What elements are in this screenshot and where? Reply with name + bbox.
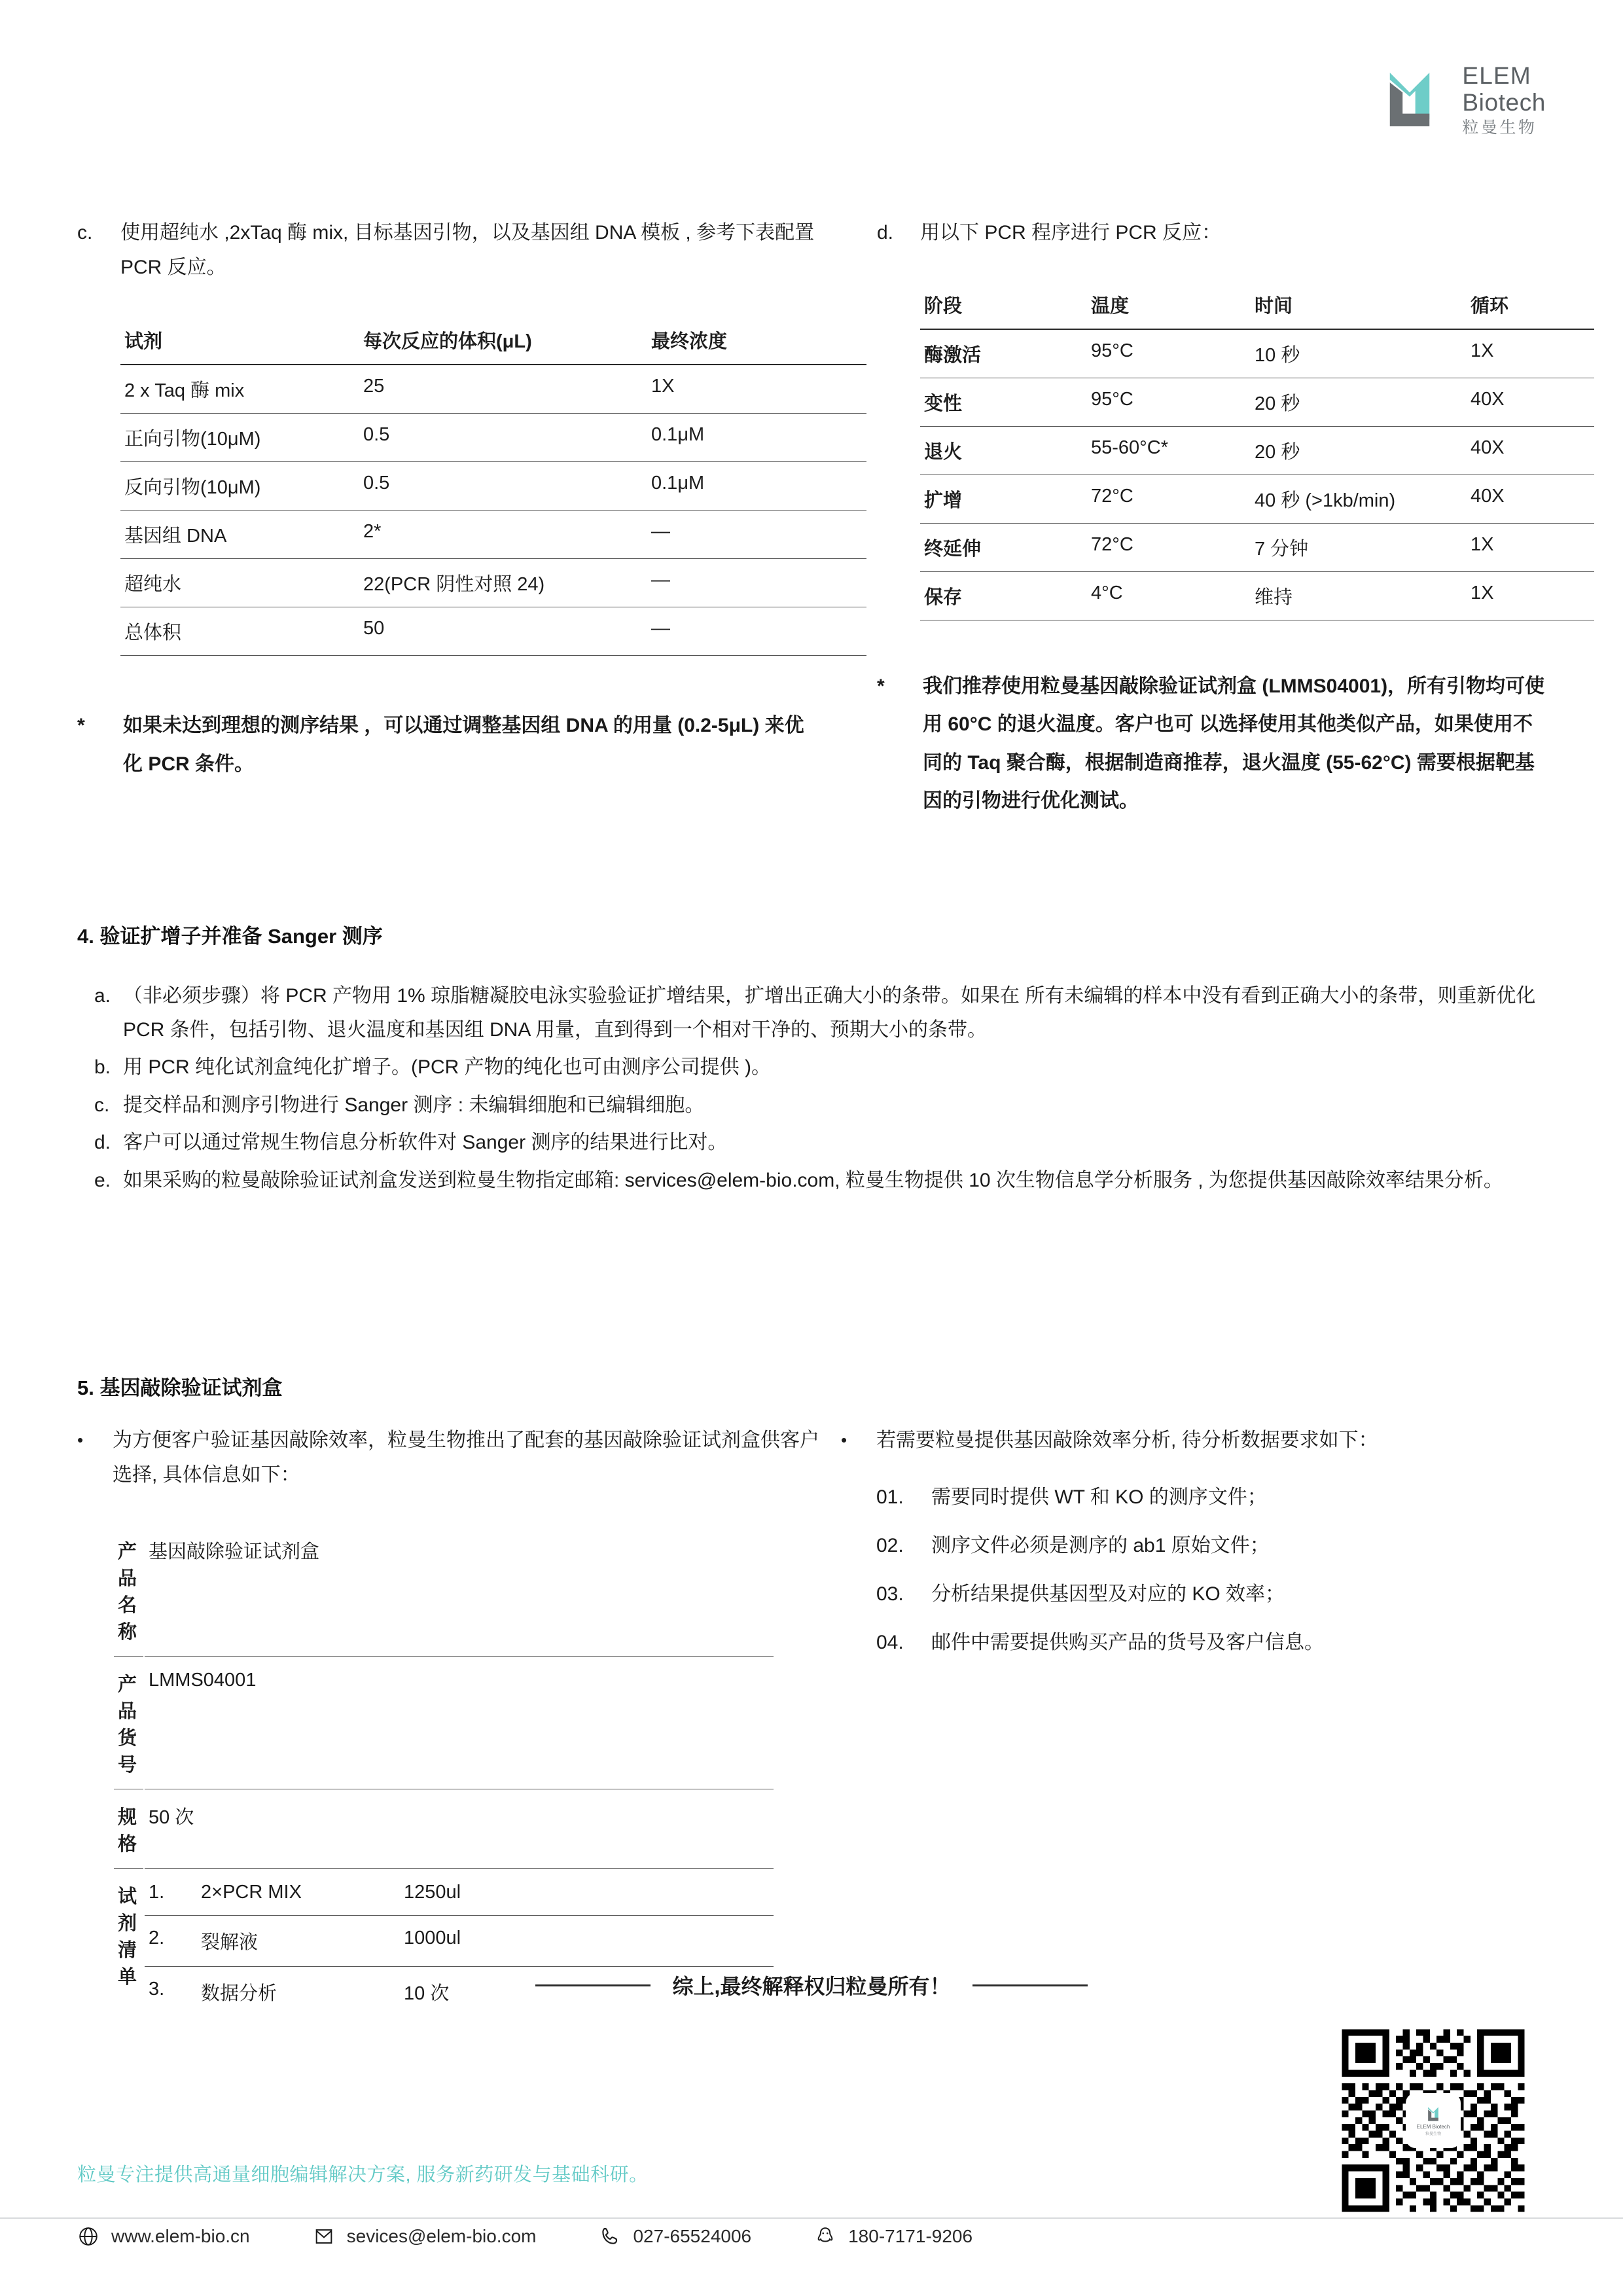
list-item xyxy=(77,1050,1546,1085)
globe-icon xyxy=(77,2225,99,2248)
cell-volume: 2* xyxy=(359,511,647,559)
step-item-d xyxy=(877,216,1551,251)
left-column xyxy=(77,216,823,783)
requirement-number: 03. xyxy=(876,1583,904,1605)
list-text: 客户可以通过常规生物信息分析软件对 Sanger 测序的结果进行比对。 xyxy=(123,1132,728,1154)
mobile-text: 180-7171-9206 xyxy=(848,2226,973,2246)
footer-contacts xyxy=(77,2225,1035,2248)
table-row xyxy=(114,1658,774,1789)
list-text: （非必须步骤）将 PCR 产物用 1% 琼脂糖凝胶电泳实验验证扩增结果，扩增出正确大小的条带。如果在 所有未编辑的样本中没有看到正确大小的条带，则重新优化 PCR 条件，包括引物、退火温度和基因组 DNA 用量，直到得到一个相对干净的、预期大小的条带。 xyxy=(123,985,1536,1041)
section-4-heading: 4. 验证扩增子并准备 Sanger 测序 xyxy=(77,925,383,948)
list-text: 如果采购的粒曼敲除验证试剂盒发送到粒曼生物指定邮箱: services@elem-bio.com, 粒曼生物提供 10 次生物信息学分析服务 , 为您提供基因敲除效率结果分析。 xyxy=(123,1169,1503,1191)
analysis-intro-bullet xyxy=(841,1424,1548,1458)
qr-badge-line1: ELEM Biotech xyxy=(1416,2124,1450,2130)
cell-time: 20 秒 xyxy=(1251,426,1467,475)
section-5-heading: 5. 基因敲除验证试剂盒 xyxy=(77,1376,283,1399)
step-text-d: 用以下 PCR 程序进行 PCR 反应： xyxy=(920,222,1222,243)
contact-phone[interactable] xyxy=(599,2225,751,2248)
table-header-row xyxy=(920,282,1594,329)
footer-divider xyxy=(0,2217,1623,2219)
section-4-list xyxy=(77,979,1546,1198)
list-marker: a. xyxy=(94,985,111,1007)
cell-time: 维持 xyxy=(1251,571,1467,620)
cell-temperature: 72°C xyxy=(1087,523,1251,571)
email-text: sevices@elem-bio.com xyxy=(346,2226,537,2246)
cell-key: 试剂清单 xyxy=(118,1886,137,1988)
table-row xyxy=(920,426,1594,475)
contact-email[interactable] xyxy=(313,2225,537,2248)
table-row xyxy=(120,511,866,559)
footnote-text: 如果未达到理想的测序结果 ，可以通过调整基因组 DNA 的用量 (0.2-5μL) 来优化 PCR 条件。 xyxy=(123,715,804,775)
cell-time: 10 秒 xyxy=(1251,329,1467,378)
cell-cycles: 1X xyxy=(1467,571,1594,620)
cell-concentration: 1X xyxy=(647,365,866,414)
website-text: www.elem-bio.cn xyxy=(111,2226,250,2246)
list-item xyxy=(876,1530,1548,1562)
reagent-amount: 1000ul xyxy=(404,1928,461,1948)
step-marker-c: c. xyxy=(77,222,93,243)
pcr-cycling-table xyxy=(920,282,1594,620)
cell-stage: 变性 xyxy=(920,378,1087,426)
col-header-stage: 阶段 xyxy=(920,282,1087,329)
cell-value: LMMS04001 xyxy=(145,1658,774,1789)
list-item xyxy=(77,1126,1546,1160)
section-4 xyxy=(77,920,1546,1202)
cell-concentration: 0.1μM xyxy=(647,462,866,511)
cell-cycles: 40X xyxy=(1467,475,1594,523)
cell-stage: 酶激活 xyxy=(920,329,1087,378)
reagent-name: 2×PCR MIX xyxy=(201,1882,302,1903)
cell-key: 规格 xyxy=(114,1791,143,1869)
bullet-dot: • xyxy=(841,1430,847,1450)
list-item xyxy=(77,1164,1546,1198)
cell-concentration: — xyxy=(647,511,866,559)
col-header-concentration: 最终浓度 xyxy=(647,317,866,365)
table-row xyxy=(920,329,1594,378)
requirement-text: 需要同时提供 WT 和 KO 的测序文件； xyxy=(931,1486,1267,1508)
list-item xyxy=(77,979,1546,1047)
wechat-qr-code xyxy=(1335,2022,1531,2219)
right-column xyxy=(877,216,1551,821)
col-header-reagent: 试剂 xyxy=(120,317,359,365)
cell-concentration: — xyxy=(647,607,866,656)
table-row xyxy=(120,607,866,656)
pcr-reaction-table xyxy=(120,317,866,656)
list-text: 用 PCR 纯化试剂盒纯化扩增子。(PCR 产物的纯化也可由测序公司提供 )。 xyxy=(123,1056,771,1079)
list-text: 提交样品和测序引物进行 Sanger 测序 : 未编辑细胞和已编辑细胞。 xyxy=(123,1094,705,1116)
cell-concentration: 0.1μM xyxy=(647,414,866,462)
closing-text: 综上,最终解释权归粒曼所有！ xyxy=(672,1975,951,1998)
cell-cycles: 1X xyxy=(1467,523,1594,571)
divider-right xyxy=(972,1984,1088,1986)
table-row xyxy=(114,1525,774,1657)
cell-time: 7 分钟 xyxy=(1251,523,1467,571)
elem-logo-mark xyxy=(1374,64,1445,135)
list-item xyxy=(876,1627,1548,1659)
cell-key: 产品货号 xyxy=(114,1658,143,1789)
list-marker: c. xyxy=(94,1094,110,1116)
cell-volume: 22(PCR 阴性对照 24) xyxy=(359,559,647,607)
cell-temperature: 72°C xyxy=(1087,475,1251,523)
contact-website[interactable] xyxy=(77,2225,250,2248)
table-row xyxy=(920,475,1594,523)
cell-temperature: 95°C xyxy=(1087,378,1251,426)
step-text-c: 使用超纯水 ,2xTaq 酶 mix, 目标基因引物，以及基因组 DNA 模板 , 参考下表配置 PCR 反应。 xyxy=(120,222,815,278)
cell-key: 产品名称 xyxy=(114,1525,143,1657)
section-5-right xyxy=(841,1424,1548,1676)
section-5 xyxy=(77,1371,1546,1401)
list-item xyxy=(876,1482,1548,1513)
closing-statement xyxy=(0,1970,1623,2000)
divider-left xyxy=(535,1984,651,1986)
reagent-number: 1. xyxy=(149,1882,165,1903)
requirement-text: 分析结果提供基因型及对应的 KO 效率； xyxy=(931,1583,1285,1605)
list-marker: d. xyxy=(94,1132,111,1154)
bullet-dot: • xyxy=(77,1430,84,1450)
col-header-time: 时间 xyxy=(1251,282,1467,329)
cell-value: 50 次 xyxy=(145,1791,774,1869)
table-row xyxy=(120,559,866,607)
reagent-name: 裂解液 xyxy=(201,1932,259,1953)
cell-time: 20 秒 xyxy=(1251,378,1467,426)
logo-name-line1: ELEM xyxy=(1462,62,1531,89)
requirements-list xyxy=(876,1482,1548,1659)
contact-mobile[interactable] xyxy=(814,2225,972,2248)
qr-center-logo xyxy=(1408,2095,1459,2146)
logo-name-line2: Biotech xyxy=(1462,89,1546,117)
cell-volume: 25 xyxy=(359,365,647,414)
cell-reagent: 总体积 xyxy=(120,607,359,656)
cell-volume: 0.5 xyxy=(359,462,647,511)
cell-reagent: 2 x Taq 酶 mix xyxy=(120,365,359,414)
company-logo xyxy=(1374,62,1546,137)
cell-volume: 50 xyxy=(359,607,647,656)
requirement-number: 04. xyxy=(876,1631,904,1653)
table-row xyxy=(920,523,1594,571)
cell-cycles: 1X xyxy=(1467,329,1594,378)
section-5-left xyxy=(77,1424,823,2018)
cell-reagent: 正向引物(10μM) xyxy=(120,414,359,462)
qq-icon xyxy=(814,2225,836,2248)
cell-reagent: 反向引物(10μM) xyxy=(120,462,359,511)
cell-temperature: 4°C xyxy=(1087,571,1251,620)
table-row xyxy=(920,571,1594,620)
step-marker-d: d. xyxy=(877,222,894,243)
reagent-row xyxy=(145,1870,774,1916)
col-header-cycles: 循环 xyxy=(1467,282,1594,329)
reagent-number: 2. xyxy=(149,1928,165,1948)
footer-tagline: 粒曼专注提供高通量细胞编辑解决方案, 服务新药研发与基础科研。 xyxy=(77,2164,649,2185)
cell-stage: 扩增 xyxy=(920,475,1087,523)
table-row xyxy=(920,378,1594,426)
logo-name-cn: 粒曼生物 xyxy=(1462,118,1537,137)
cell-time: 40 秒 (>1kb/min) xyxy=(1251,475,1467,523)
footnote-asterisk: * xyxy=(877,675,885,697)
cell-stage: 退火 xyxy=(920,426,1087,475)
left-footnote xyxy=(77,707,823,783)
list-marker: e. xyxy=(94,1169,111,1191)
col-header-volume: 每次反应的体积(μL) xyxy=(359,317,647,365)
cell-temperature: 95°C xyxy=(1087,329,1251,378)
qr-badge-line2: 粒曼生物 xyxy=(1425,2132,1441,2136)
cell-cycles: 40X xyxy=(1467,426,1594,475)
list-item xyxy=(77,1088,1546,1122)
cell-cycles: 40X xyxy=(1467,378,1594,426)
list-item xyxy=(876,1579,1548,1610)
elem-logo-mark-small xyxy=(1423,2105,1443,2123)
list-marker: b. xyxy=(94,1056,111,1079)
requirement-text: 邮件中需要提供购买产品的货号及客户信息。 xyxy=(931,1631,1324,1653)
table-row xyxy=(120,365,866,414)
cell-concentration: — xyxy=(647,559,866,607)
requirement-number: 02. xyxy=(876,1534,904,1556)
cell-value: 基因敲除验证试剂盒 xyxy=(145,1525,774,1657)
footnote-text: 我们推荐使用粒曼基因敲除验证试剂盒 (LMMS04001)，所有引物均可使用 60°C 的退火温度。客户也可 以选择使用其他类似产品，如果使用不同的 Taq 聚合酶，根据制造商推荐，退火温度 (55-62°C) 需要根据靶基因的引物进行优化测试。 xyxy=(923,675,1545,812)
cell-stage: 保存 xyxy=(920,571,1087,620)
table-header-row xyxy=(120,317,866,365)
kit-intro-bullet xyxy=(77,1424,823,1492)
reagent-amount: 1250ul xyxy=(404,1882,461,1903)
table-row xyxy=(114,1791,774,1869)
step-item-c xyxy=(77,216,823,285)
table-row xyxy=(120,414,866,462)
reagent-number: 3. xyxy=(149,1979,165,2000)
footnote-asterisk: * xyxy=(77,715,85,736)
right-footnote xyxy=(877,668,1551,821)
table-row xyxy=(120,462,866,511)
cell-volume: 0.5 xyxy=(359,414,647,462)
requirement-text: 测序文件必须是测序的 ab1 原始文件； xyxy=(931,1534,1270,1556)
cell-reagent: 超纯水 xyxy=(120,559,359,607)
col-header-temperature: 温度 xyxy=(1087,282,1251,329)
product-info-table xyxy=(113,1524,775,2018)
phone-icon xyxy=(599,2225,621,2248)
cell-reagent: 基因组 DNA xyxy=(120,511,359,559)
requirement-number: 01. xyxy=(876,1486,904,1508)
reagent-name: 数据分析 xyxy=(201,1983,277,2004)
analysis-intro-text: 若需要粒曼提供基因敲除效率分析, 待分析数据要求如下： xyxy=(876,1429,1378,1451)
phone-text: 027-65524006 xyxy=(633,2226,752,2246)
envelope-icon xyxy=(313,2225,335,2248)
cell-stage: 终延伸 xyxy=(920,523,1087,571)
cell-temperature: 55-60°C* xyxy=(1087,426,1251,475)
kit-intro-text: 为方便客户验证基因敲除效率，粒曼生物推出了配套的基因敲除验证试剂盒供客户选择, 具体信息如下： xyxy=(113,1429,819,1486)
reagent-amount: 10 次 xyxy=(404,1983,450,2004)
reagent-row xyxy=(145,1916,774,1967)
